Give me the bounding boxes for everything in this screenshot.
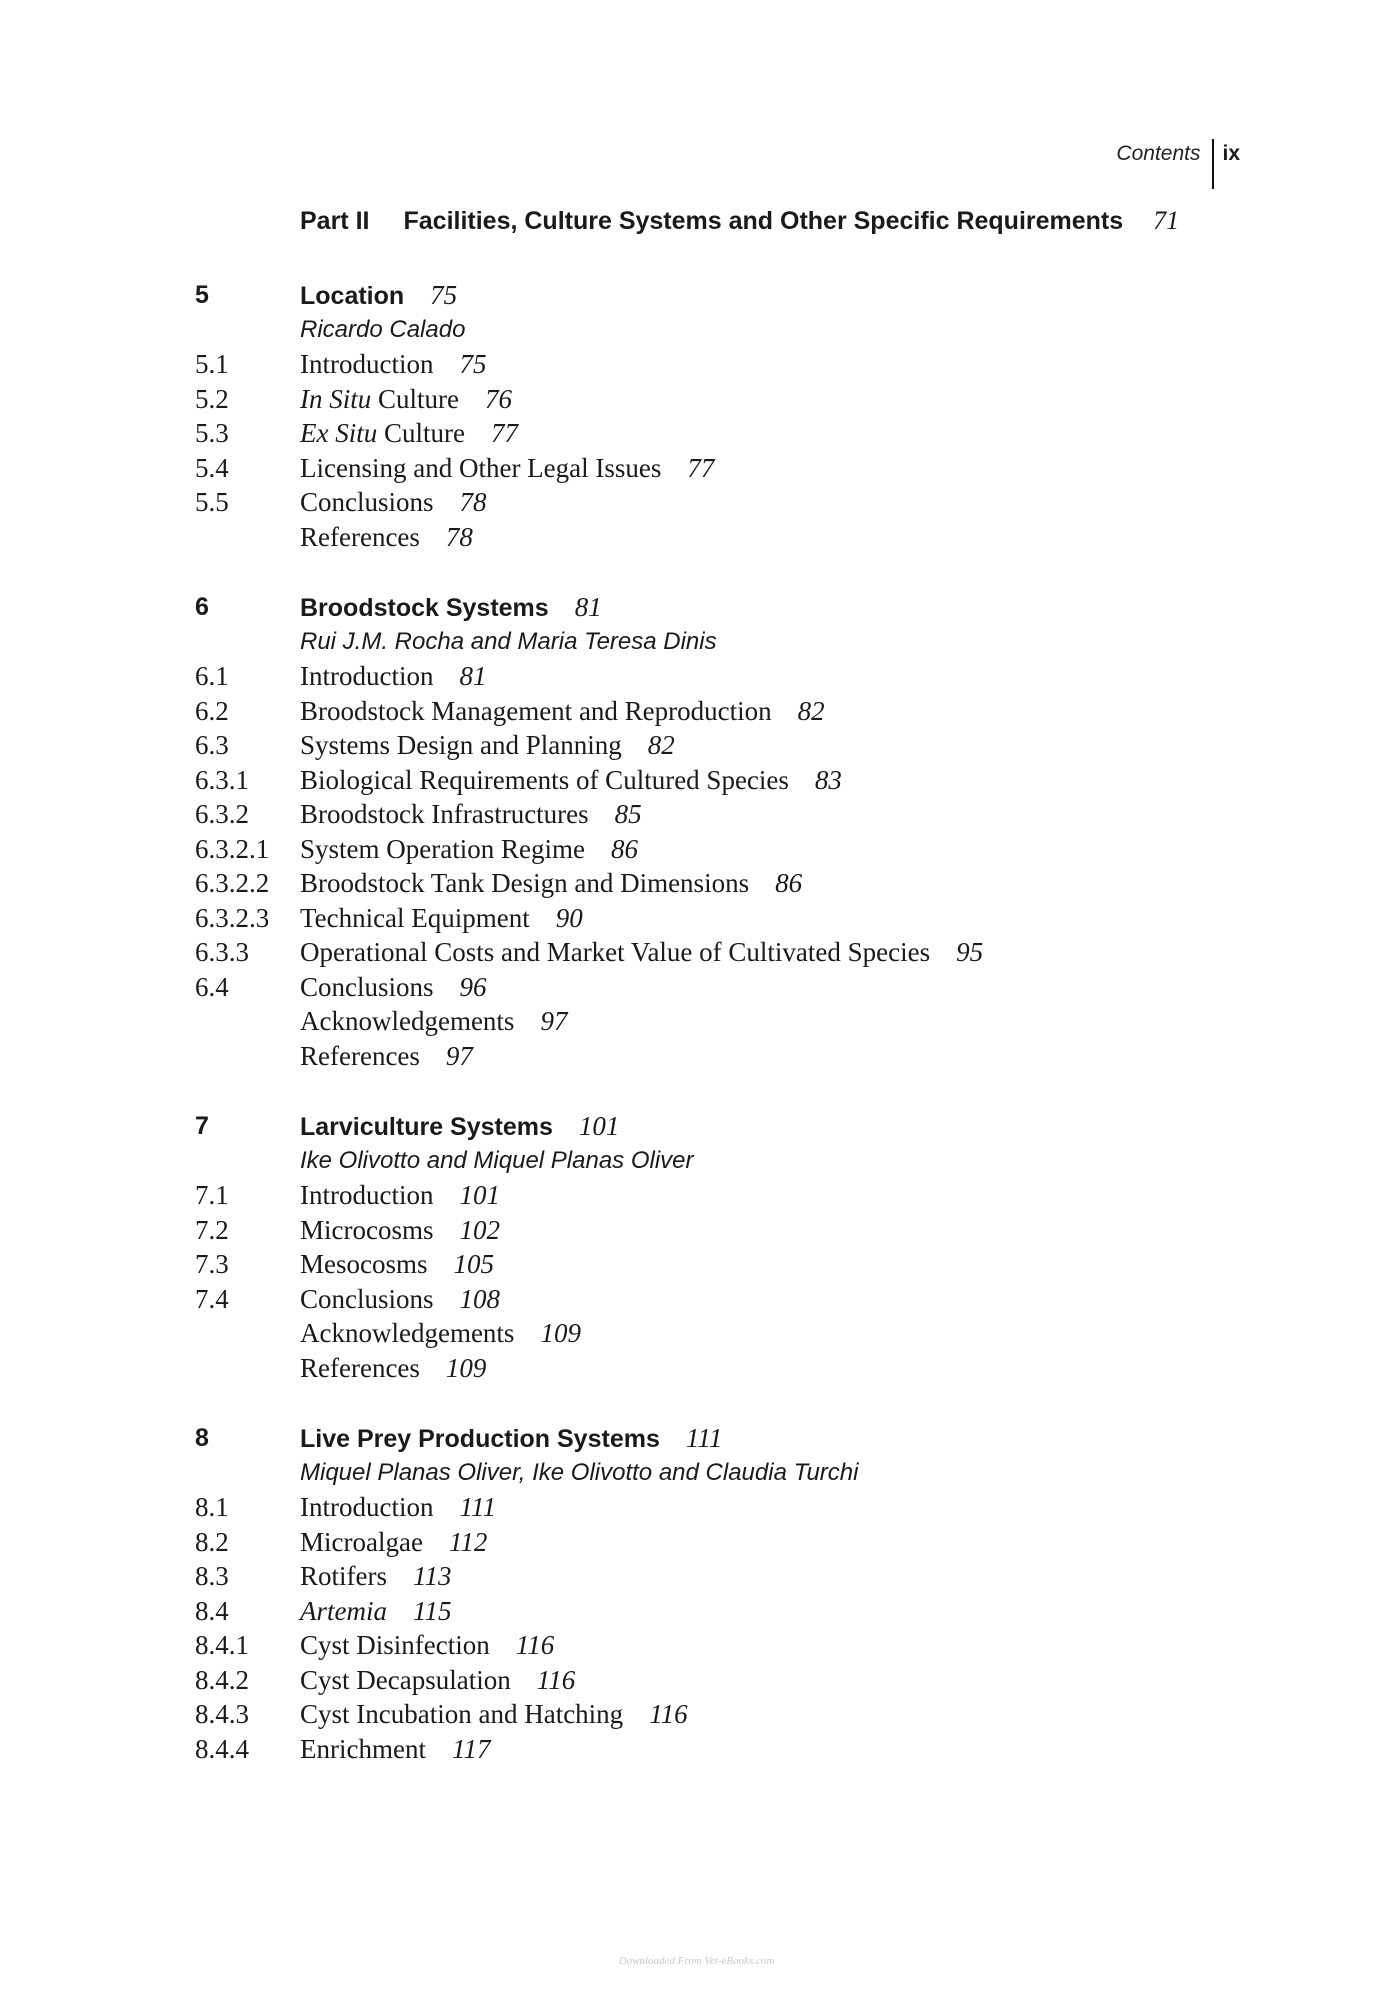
chapter-heading-row: [0, 1109, 1393, 1144]
section-page-number: 86: [775, 868, 803, 898]
section-number: 6.3.2.3: [195, 902, 270, 933]
section-entry: [300, 832, 638, 867]
section-number: 5.5: [195, 487, 229, 517]
section-page-number: 76: [485, 383, 512, 414]
chapter-authors: Ricardo Calado: [300, 315, 466, 343]
section-page-number: 81: [459, 661, 487, 691]
chapter-title: Broodstock Systems: [300, 594, 549, 622]
section-entry: [300, 970, 487, 1005]
section-number: 8.4.2: [195, 1664, 249, 1695]
toc-entry: [0, 866, 1393, 901]
section-number: 8.1: [195, 1492, 229, 1522]
section-title: Culture: [371, 383, 459, 414]
section-number: 8.4.4: [195, 1733, 249, 1764]
section-page-number: 90: [555, 902, 583, 933]
section-page-number: 105: [453, 1249, 494, 1279]
part-heading: [300, 206, 1179, 236]
chapter-page-number: 101: [578, 1111, 620, 1141]
section-entry: [300, 1004, 567, 1039]
section-title: References: [300, 521, 420, 552]
chapter-block: [0, 1421, 1393, 1766]
chapter-page-number: 75: [430, 280, 458, 310]
chapter-block: [0, 278, 1393, 554]
section-title: References: [300, 1040, 420, 1071]
toc-entry: [0, 935, 1393, 970]
toc-entry: [0, 832, 1393, 867]
section-title: System Operation Regime: [300, 833, 585, 864]
section-page-number: 111: [459, 1492, 496, 1522]
section-page-number: 109: [445, 1352, 487, 1383]
section-title: Microcosms: [300, 1214, 434, 1245]
chapter-title: Location: [300, 282, 405, 310]
chapter-number: 8: [195, 1424, 209, 1452]
chapter-heading-row: [0, 590, 1393, 625]
section-page-number: 77: [490, 418, 518, 448]
section-entry: [300, 901, 583, 936]
toc-entry: [0, 1490, 1393, 1525]
section-entry: [300, 485, 487, 520]
toc-entry: [0, 1178, 1393, 1213]
section-page-number: 96: [459, 971, 487, 1002]
section-page-number: 116: [536, 1664, 576, 1695]
section-page-number: 83: [814, 764, 842, 795]
section-number: 6.3.2: [195, 799, 249, 829]
section-number: 6.3.2.2: [195, 868, 270, 898]
chapter-authors-row: [0, 1456, 1393, 1491]
section-entry: [300, 451, 714, 486]
toc-entry: [0, 901, 1393, 936]
part-label: Part II: [300, 207, 370, 235]
section-entry: [300, 1628, 554, 1663]
section-page-number: 86: [610, 833, 638, 864]
section-title: Mesocosms: [300, 1249, 428, 1279]
chapter-block: [0, 1109, 1393, 1385]
toc-entry: [0, 520, 1393, 555]
section-entry: [300, 1178, 500, 1213]
section-entry: [300, 1247, 494, 1282]
chapter-title-entry: [300, 1109, 619, 1145]
section-title: Acknowledgements: [300, 1318, 515, 1348]
section-number: 7.4: [195, 1283, 229, 1314]
section-title-italic: In Situ: [300, 383, 372, 414]
section-title: Cyst Incubation and Hatching: [300, 1699, 624, 1729]
running-head-label: Contents: [1116, 139, 1214, 189]
section-entry: [300, 520, 473, 555]
section-entry: [300, 1213, 500, 1248]
part-title: Facilities, Culture Systems and Other Specific Requirements: [403, 207, 1124, 235]
toc-entry: [0, 1628, 1393, 1663]
toc-entry: [0, 1732, 1393, 1767]
section-entry: [300, 866, 802, 901]
toc-entry: [0, 1039, 1393, 1074]
table-of-contents: [0, 278, 1393, 1802]
section-entry: [300, 416, 518, 451]
section-number: 5.2: [195, 383, 229, 414]
section-number: 5.4: [195, 452, 229, 483]
section-entry: [300, 1282, 500, 1317]
section-page-number: 78: [459, 487, 487, 517]
section-number: 8.2: [195, 1526, 229, 1557]
toc-entry: [0, 485, 1393, 520]
section-title: Cyst Decapsulation: [300, 1664, 511, 1695]
section-title: Culture: [377, 418, 465, 448]
section-number: 6.4: [195, 971, 229, 1002]
chapter-page-number: 81: [574, 592, 602, 622]
running-head: [1116, 139, 1240, 189]
section-entry: [300, 763, 842, 798]
section-entry: [300, 382, 512, 417]
section-entry: [300, 1559, 452, 1594]
section-entry: [300, 1490, 496, 1525]
section-title: Technical Equipment: [300, 902, 530, 933]
section-title: Broodstock Management and Reproduction: [300, 695, 772, 726]
section-number: 5.3: [195, 418, 229, 448]
toc-entry: [0, 382, 1393, 417]
watermark: Downloaded From Vet-eBooks.com: [618, 1955, 775, 1967]
chapter-number: 5: [195, 281, 209, 309]
section-title: Acknowledgements: [300, 1006, 515, 1036]
section-page-number: 108: [459, 1283, 501, 1314]
section-title: Systems Design and Planning: [300, 730, 622, 760]
section-title: Broodstock Tank Design and Dimensions: [300, 868, 750, 898]
section-title: Conclusions: [300, 1283, 434, 1314]
chapter-page-number: 111: [685, 1423, 723, 1453]
toc-entry: [0, 1525, 1393, 1560]
toc-entry: [0, 763, 1393, 798]
chapter-title-entry: [300, 278, 457, 314]
section-entry: [300, 1351, 486, 1386]
section-page-number: 116: [515, 1630, 555, 1660]
chapter-authors: Ike Olivotto and Miquel Planas Oliver: [300, 1146, 694, 1174]
toc-entry: [0, 416, 1393, 451]
chapter-authors-row: [0, 1144, 1393, 1179]
section-number: 6.3: [195, 730, 229, 760]
chapter-title-entry: [300, 590, 602, 626]
section-title: Enrichment: [300, 1733, 426, 1764]
toc-entry: [0, 1282, 1393, 1317]
toc-entry: [0, 347, 1393, 382]
section-page-number: 113: [413, 1561, 452, 1591]
section-number: 8.3: [195, 1561, 229, 1591]
section-entry: [300, 659, 486, 694]
toc-entry: [0, 451, 1393, 486]
section-page-number: 95: [956, 937, 984, 967]
section-title: Introduction: [300, 1180, 434, 1210]
section-entry: [300, 935, 983, 970]
section-entry: [300, 1697, 688, 1732]
section-page-number: 117: [451, 1733, 491, 1764]
section-number: 6.2: [195, 695, 229, 726]
section-number: 7.2: [195, 1214, 229, 1245]
toc-entry: [0, 970, 1393, 1005]
toc-entry: [0, 1004, 1393, 1039]
chapter-block: [0, 590, 1393, 1073]
section-number: 6.3.3: [195, 937, 249, 967]
section-title: Introduction: [300, 1492, 434, 1522]
chapter-title: Live Prey Production Systems: [300, 1425, 660, 1453]
toc-entry: [0, 1663, 1393, 1698]
section-title-italic: Ex Situ: [300, 418, 378, 448]
chapter-authors-row: [0, 625, 1393, 660]
section-number: 8.4.3: [195, 1699, 249, 1729]
toc-entry: [0, 1559, 1393, 1594]
section-number: 5.1: [195, 349, 229, 379]
section-entry: [300, 1594, 452, 1629]
chapter-authors-row: [0, 313, 1393, 348]
chapter-number: 7: [195, 1112, 209, 1140]
section-page-number: 116: [649, 1699, 688, 1729]
section-page-number: 97: [445, 1040, 473, 1071]
chapter-heading-row: [0, 278, 1393, 313]
section-number: 6.3.2.1: [195, 833, 270, 864]
chapter-authors: Rui J.M. Rocha and Maria Teresa Dinis: [300, 627, 717, 655]
section-title-italic: Artemia: [300, 1595, 387, 1626]
section-title: Broodstock Infrastructures: [300, 799, 589, 829]
section-page-number: 115: [413, 1595, 452, 1626]
section-page-number: 75: [459, 349, 487, 379]
section-page-number: 82: [797, 695, 825, 726]
section-entry: [300, 347, 486, 382]
section-number: 7.1: [195, 1180, 229, 1210]
running-head-page-number: ix: [1222, 142, 1240, 165]
section-title: Introduction: [300, 661, 434, 691]
section-entry: [300, 797, 642, 832]
section-page-number: 102: [459, 1214, 500, 1245]
section-title: Cyst Disinfection: [300, 1630, 490, 1660]
section-title: Operational Costs and Market Value of Cultivated Species: [300, 937, 931, 967]
section-entry: [300, 728, 675, 763]
toc-entry: [0, 728, 1393, 763]
section-entry: [300, 1039, 473, 1074]
section-page-number: 97: [540, 1006, 568, 1036]
chapter-authors: Miquel Planas Oliver, Ike Olivotto and Claudia Turchi: [300, 1458, 859, 1486]
toc-entry: [0, 1247, 1393, 1282]
part-page-number: 71: [1153, 206, 1180, 235]
section-title: Licensing and Other Legal Issues: [300, 452, 662, 483]
section-title: Conclusions: [300, 971, 434, 1002]
toc-entry: [0, 1697, 1393, 1732]
toc-entry: [0, 797, 1393, 832]
section-page-number: 85: [614, 799, 642, 829]
section-number: 6.3.1: [195, 764, 249, 795]
toc-entry: [0, 1213, 1393, 1248]
section-number: 7.3: [195, 1249, 229, 1279]
toc-entry: [0, 1351, 1393, 1386]
section-number: 8.4.1: [195, 1630, 249, 1660]
section-title: References: [300, 1352, 420, 1383]
section-page-number: 77: [687, 452, 715, 483]
toc-entry: [0, 694, 1393, 729]
chapter-number: 6: [195, 593, 209, 621]
section-entry: [300, 1732, 490, 1767]
toc-entry: [0, 1594, 1393, 1629]
section-page-number: 109: [540, 1318, 581, 1348]
section-title: Biological Requirements of Cultured Species: [300, 764, 789, 795]
section-entry: [300, 694, 825, 729]
section-entry: [300, 1525, 487, 1560]
section-number: 8.4: [195, 1595, 229, 1626]
section-title: Introduction: [300, 349, 434, 379]
section-title: Microalgae: [300, 1526, 423, 1557]
section-title: Rotifers: [300, 1561, 387, 1591]
section-page-number: 112: [448, 1526, 488, 1557]
section-entry: [300, 1663, 575, 1698]
section-number: 6.1: [195, 661, 229, 691]
section-entry: [300, 1316, 581, 1351]
chapter-title-entry: [300, 1421, 722, 1457]
section-page-number: 82: [647, 730, 675, 760]
section-title: Conclusions: [300, 487, 434, 517]
toc-entry: [0, 659, 1393, 694]
section-page-number: 101: [459, 1180, 500, 1210]
toc-entry: [0, 1316, 1393, 1351]
chapter-title: Larviculture Systems: [300, 1113, 553, 1141]
section-page-number: 78: [445, 521, 473, 552]
chapter-heading-row: [0, 1421, 1393, 1456]
